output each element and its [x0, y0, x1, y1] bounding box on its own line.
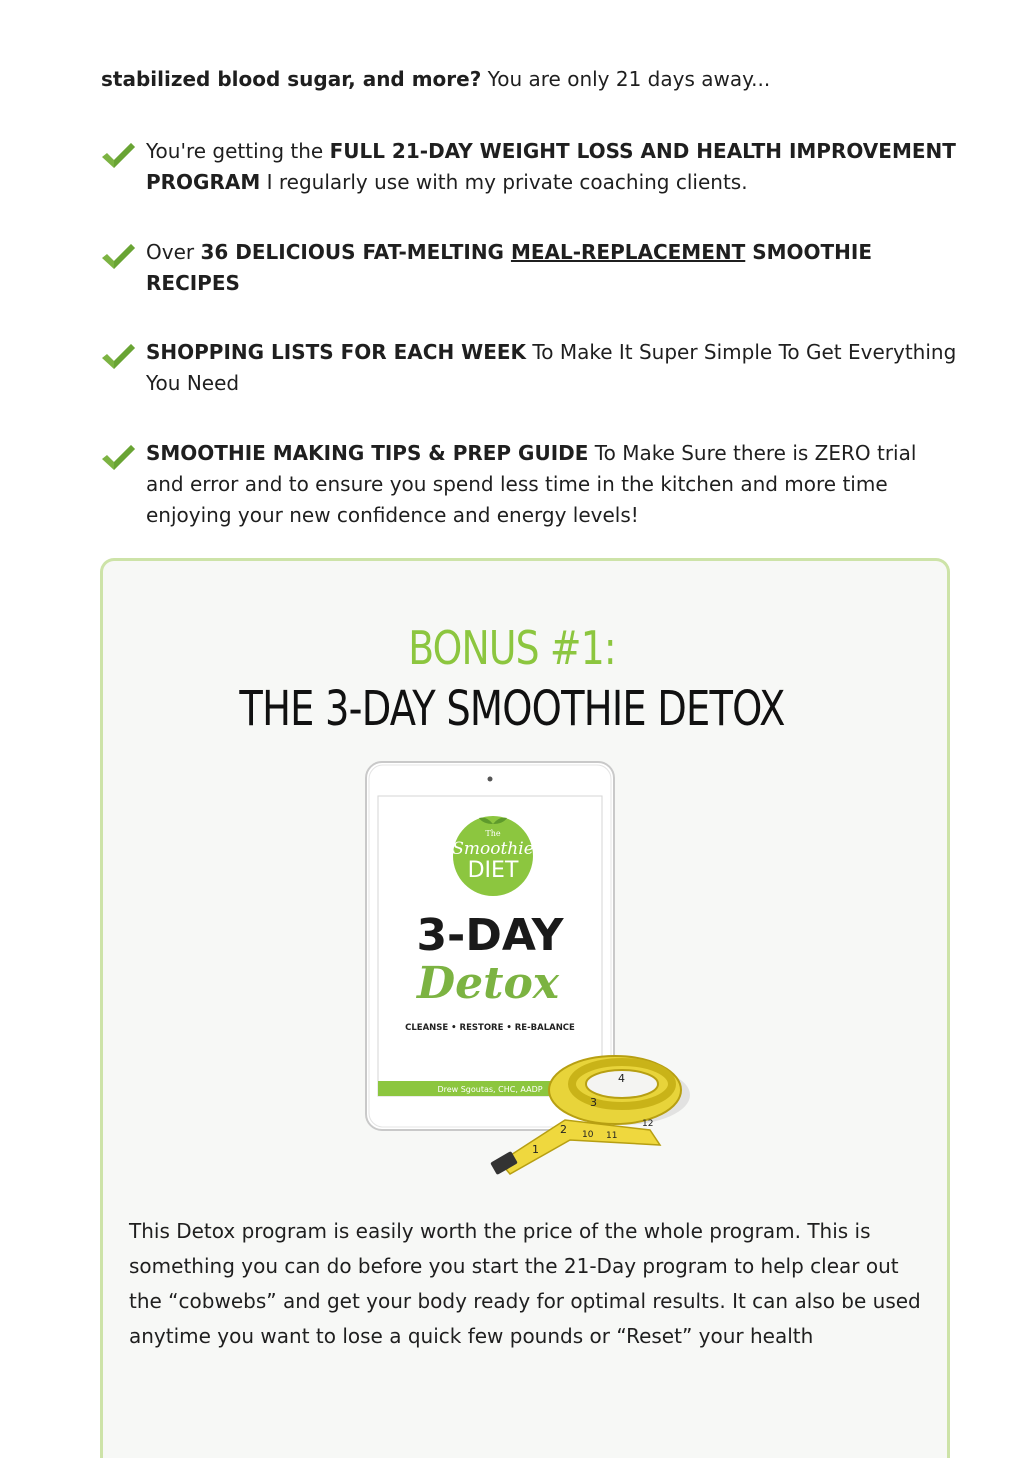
benefit-bold: 36 DELICIOUS FAT-MELTING	[200, 240, 511, 264]
cover-author: Drew Sgoutas, CHC, AADP	[437, 1085, 543, 1094]
benefit-post: To Make It Super Simple To Get Everything You Need	[146, 340, 957, 395]
benefit-item	[100, 337, 960, 399]
benefit-list	[100, 136, 960, 531]
logo-line3: DIET	[467, 858, 519, 883]
benefit-post: I regularly use with my private coaching clients.	[260, 170, 748, 194]
benefit-pre: You're getting the	[146, 139, 330, 163]
benefit-bold: FULL 21-DAY WEIGHT LOSS AND HEALTH IMPROVEMENT PROGRAM	[146, 139, 956, 194]
benefit-bold: SHOPPING LISTS FOR EACH WEEK	[146, 340, 527, 364]
tape-mark: 4	[618, 1072, 625, 1085]
tablet-camera	[488, 777, 493, 782]
intro-normal: You are only 21 days away...	[481, 67, 771, 91]
benefit-item	[100, 438, 960, 531]
checkmark-icon	[100, 241, 136, 271]
bonus-title: THE 3-DAY SMOOTHIE DETOX	[239, 681, 785, 737]
benefit-pre: Over	[146, 240, 201, 264]
checkmark-icon	[100, 442, 136, 472]
bonus-description: This Detox program is easily worth the price of the whole program. This is something you can do before you start the 21-Day program to help clear out the “cobwebs” and get your body ready for optimal results. It can also be used anytime you want to lose a quick few pounds or “Reset” your health	[129, 1219, 921, 1348]
intro-bold: stabilized blood sugar, and more?	[101, 67, 482, 91]
benefit-item	[100, 237, 960, 299]
checkmark-icon	[100, 341, 136, 371]
cover-script: Detox	[416, 958, 560, 1009]
intro-text	[101, 64, 981, 95]
logo-line1: The	[485, 829, 501, 838]
cover-heading: 3-DAY	[416, 910, 564, 961]
tape-mark: 3	[590, 1096, 597, 1109]
benefit-bold-2: SMOOTHIE RECIPES	[146, 240, 873, 295]
product-image	[360, 760, 700, 1180]
cover-tagline: CLEANSE • RESTORE • RE-BALANCE	[405, 1023, 575, 1033]
tape-mark: 12	[642, 1119, 654, 1129]
tape-mark: 2	[560, 1123, 567, 1136]
tape-mark: 10	[582, 1130, 594, 1140]
benefit-underline: MEAL-REPLACEMENT	[510, 240, 746, 264]
bonus-label: BONUS #1:	[408, 621, 616, 675]
tape-mark: 1	[532, 1143, 539, 1156]
logo-line2: Smoothie	[452, 839, 534, 859]
benefit-post: To Make Sure there is ZERO trial and error and to ensure you spend less time in the kitchen and more time enjoying your new confidence and energy levels!	[146, 441, 917, 527]
benefit-item	[100, 136, 960, 198]
tape-mark: 11	[606, 1131, 618, 1141]
checkmark-icon	[100, 140, 136, 170]
benefit-bold: SMOOTHIE MAKING TIPS & PREP GUIDE	[146, 441, 589, 465]
